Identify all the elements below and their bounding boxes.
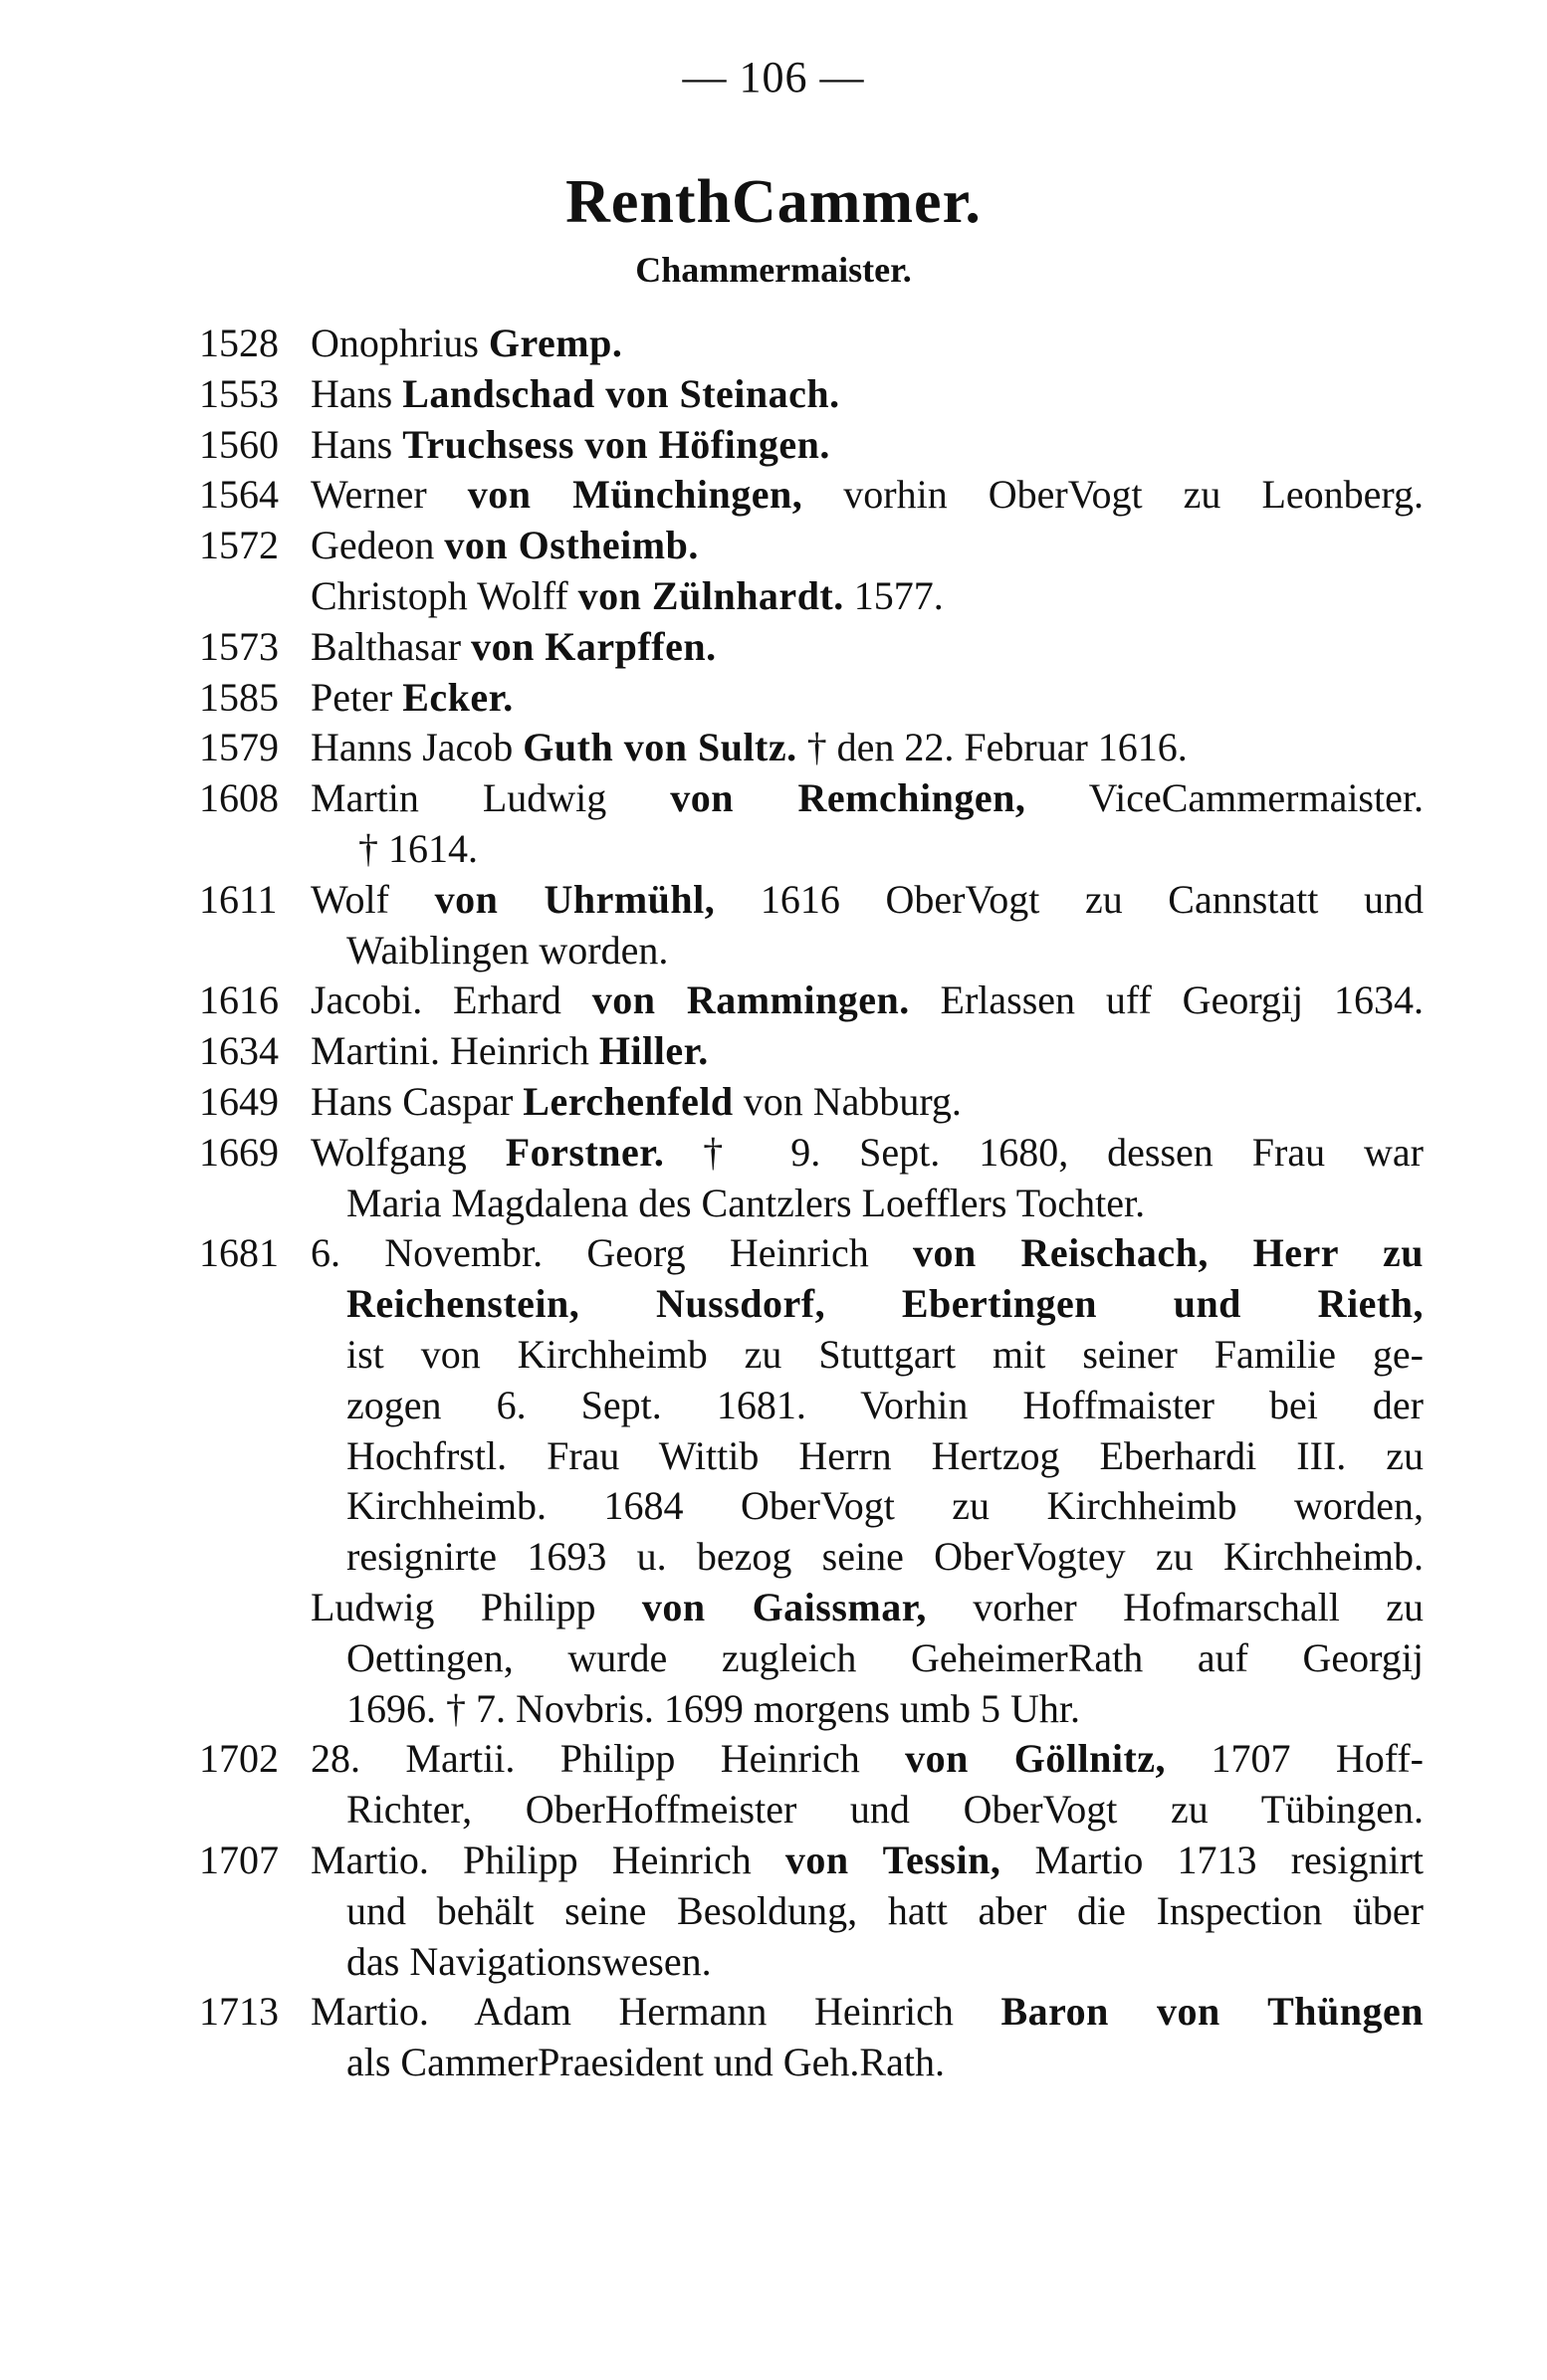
entry-year: 1681 <box>199 1230 279 1276</box>
entry-year: 1713 <box>199 1989 279 2035</box>
entry-line <box>199 1481 1424 1532</box>
entry-text <box>346 1886 1424 1937</box>
entry-text-part: Martio 1713 resignirt <box>1000 1837 1425 1882</box>
entry-text <box>311 1734 1424 1785</box>
entry-text <box>311 420 1424 471</box>
entry-line <box>199 1077 1424 1128</box>
entry-text <box>311 773 1424 824</box>
entry-line <box>199 319 1424 369</box>
name-emphasis: Landschad von Steinach. <box>402 370 840 416</box>
entry-text <box>346 1937 1424 1988</box>
entry-line <box>199 773 1424 824</box>
entry-text-part: Werner <box>311 472 468 518</box>
name-emphasis: Hiller. <box>598 1028 709 1074</box>
name-emphasis: von Uhrmühl, <box>434 876 716 922</box>
entry-text-part: Hanns Jacob <box>311 725 524 770</box>
name-emphasis: von Ostheimb. <box>444 523 699 568</box>
entry-text-part: Peter <box>311 674 403 720</box>
name-emphasis: Reichenstein, Nussdorf, Ebertingen und Rieth, <box>346 1281 1424 1327</box>
entry-text <box>346 1381 1424 1431</box>
name-emphasis: von Rammingen. <box>591 977 910 1023</box>
entry-year: 1707 <box>199 1837 279 1882</box>
entry-text-part: Jacobi. Erhard <box>311 977 592 1023</box>
entry-text-part: 28. Martii. Philipp Heinrich <box>311 1736 906 1782</box>
entry-line <box>199 1886 1424 1937</box>
entry-text-part: 1696. † 7. Novbris. 1699 morgens umb 5 Uhr. <box>346 1685 1081 1731</box>
name-emphasis: Forstner. <box>505 1129 665 1175</box>
entry-line <box>199 1381 1424 1431</box>
name-emphasis: von Gaissmar, <box>641 1584 927 1629</box>
entry-text-part: ist von Kirchheimb zu Stuttgart mit seiner Familie ge- <box>346 1331 1424 1377</box>
entry-text <box>311 319 1424 369</box>
entry-year: 1585 <box>199 674 279 720</box>
entry-line <box>199 470 1424 521</box>
name-emphasis: von Göllnitz, <box>905 1736 1167 1782</box>
section-title: RenthCammer. <box>565 168 982 236</box>
entry-year: 1572 <box>199 523 279 568</box>
entry-line <box>199 1785 1424 1836</box>
entry-text-part: Hans Caspar <box>311 1078 524 1124</box>
entry-text <box>346 2038 1424 2088</box>
entry-text-part: † 1614. <box>358 825 478 871</box>
entry-text-part: Martio. Adam Hermann Heinrich <box>311 1989 1001 2035</box>
entry-text <box>346 926 1424 976</box>
entry-line <box>199 369 1424 420</box>
entry-text <box>311 1583 1424 1633</box>
entry-text-part: 1577. <box>843 572 944 618</box>
entry-line <box>199 1583 1424 1633</box>
entry-line <box>199 1987 1424 2038</box>
entry-line <box>199 420 1424 471</box>
name-emphasis: Ecker. <box>402 674 514 720</box>
name-emphasis: Guth von Sultz. <box>523 725 797 770</box>
name-emphasis: von Remchingen, <box>670 775 1026 821</box>
entry-text <box>311 622 1424 673</box>
name-emphasis: von Reischach, Herr zu <box>913 1230 1425 1276</box>
entry-line <box>199 723 1424 773</box>
section-subtitle: Chammermaister. <box>635 250 912 290</box>
entry-text-part: und behält seine Besoldung, hatt aber die Inspection über <box>346 1887 1424 1933</box>
entry-text-part: Kirchheimb. 1684 OberVogt zu Kirchheimb worden, <box>346 1483 1424 1529</box>
entry-text-part: Hochfrstl. Frau Wittib Herrn Hertzog Eberhardi III. zu <box>346 1432 1424 1478</box>
entry-line <box>199 1228 1424 1279</box>
entry-text-part: † den 22. Februar 1616. <box>796 725 1188 770</box>
entry-line <box>199 1836 1424 1886</box>
entry-text-part: Hans <box>311 421 403 467</box>
entry-text-part: Erlassen uff Georgij 1634. <box>909 977 1424 1023</box>
entry-text-part: Balthasar <box>311 623 472 669</box>
entry-text-part: Martin Ludwig <box>311 775 671 821</box>
entry-text <box>311 1026 1424 1077</box>
entry-text-part: zogen 6. Sept. 1681. Vorhin Hoffmaister bei der <box>346 1382 1424 1427</box>
entry-line <box>199 1937 1424 1988</box>
entry-list <box>199 319 1424 2088</box>
entry-text <box>311 571 1424 622</box>
entry-text <box>311 1228 1424 1279</box>
entry-line <box>199 521 1424 571</box>
entry-text <box>346 1684 1424 1735</box>
entry-text <box>311 1077 1424 1128</box>
entry-text-part: das Navigationswesen. <box>346 1938 712 1984</box>
entry-text <box>346 1785 1424 1836</box>
name-emphasis: Gremp. <box>488 321 623 365</box>
entry-text-part: Christoph Wolff <box>311 572 578 618</box>
entry-text-part: Hans <box>311 370 403 416</box>
entry-year: 1702 <box>199 1736 279 1782</box>
entry-text-part: Onophrius <box>311 321 489 365</box>
entry-text-part: † 9. Sept. 1680, dessen Frau war <box>664 1129 1424 1175</box>
entry-line <box>199 1734 1424 1785</box>
entry-line <box>199 1633 1424 1684</box>
entry-line <box>199 875 1424 926</box>
entry-text <box>311 673 1424 724</box>
name-emphasis: von Münchingen, <box>467 472 803 518</box>
entry-year: 1528 <box>199 321 279 365</box>
entry-line <box>199 1330 1424 1381</box>
entry-text-part: vorhin OberVogt zu Leonberg. <box>802 472 1425 518</box>
entry-text <box>346 1532 1424 1583</box>
entry-year: 1553 <box>199 370 279 416</box>
entry-line <box>199 622 1424 673</box>
entry-text <box>358 824 1424 875</box>
entry-line <box>199 1179 1424 1229</box>
entry-text <box>311 875 1424 926</box>
entry-year: 1616 <box>199 977 279 1023</box>
name-emphasis: Truchsess von Höfingen. <box>402 421 830 467</box>
entry-text-part: als CammerPraesident und Geh.Rath. <box>346 2040 945 2085</box>
entry-text <box>346 1633 1424 1684</box>
entry-text-part: Martini. Heinrich <box>311 1028 599 1074</box>
entry-year: 1608 <box>199 775 279 821</box>
entry-text <box>346 1330 1424 1381</box>
entry-year: 1669 <box>199 1129 279 1175</box>
entry-text-part: Maria Magdalena des Cantzlers Loefflers Tochter. <box>346 1180 1146 1225</box>
entry-line <box>199 1532 1424 1583</box>
entry-text <box>311 470 1424 521</box>
entry-text <box>311 1128 1424 1179</box>
entry-text-part: 6. Novembr. Georg Heinrich <box>311 1230 914 1276</box>
entry-text-part: 1616 OberVogt zu Cannstatt und <box>715 876 1425 922</box>
entry-text-part: Wolfgang <box>311 1129 506 1175</box>
entry-year: 1564 <box>199 472 279 518</box>
entry-line <box>199 1279 1424 1330</box>
entry-text-part: Richter, OberHoffmeister und OberVogt zu Tübingen. <box>346 1787 1424 1833</box>
name-emphasis: von Tessin, <box>784 1837 1001 1882</box>
entry-line <box>199 975 1424 1026</box>
entry-line <box>199 1128 1424 1179</box>
entry-text-part: Ludwig Philipp <box>311 1584 642 1629</box>
entry-year: 1634 <box>199 1028 279 1074</box>
name-emphasis: von Karpffen. <box>471 623 717 669</box>
name-emphasis: Baron von Thüngen <box>1000 1989 1425 2035</box>
entry-line <box>199 673 1424 724</box>
entry-text <box>346 1279 1424 1330</box>
entry-text-part: 1707 Hoff- <box>1166 1736 1424 1782</box>
entry-text <box>346 1481 1424 1532</box>
entry-text <box>311 369 1424 420</box>
entry-line <box>199 926 1424 976</box>
entry-text <box>311 521 1424 571</box>
entry-line <box>199 824 1424 875</box>
name-emphasis: von Zülnhardt. <box>577 572 844 618</box>
entry-text-part: ViceCammermaister. <box>1025 775 1424 821</box>
entry-text-part: Oettingen, wurde zugleich GeheimerRath auf Georgij <box>346 1634 1424 1680</box>
name-emphasis: Lerchenfeld <box>523 1078 734 1124</box>
entry-line <box>199 1431 1424 1482</box>
entry-text-part: Waiblingen worden. <box>346 927 669 973</box>
entry-text-part: resignirte 1693 u. bezog seine OberVogtey zu Kirchheimb. <box>346 1534 1424 1580</box>
entry-text <box>311 1987 1424 2038</box>
entry-line <box>199 1026 1424 1077</box>
entry-text-part: Wolf <box>311 876 435 922</box>
entry-year: 1560 <box>199 421 279 467</box>
entry-text-part: Martio. Philipp Heinrich <box>311 1837 785 1882</box>
entry-year: 1579 <box>199 725 279 770</box>
entry-year: 1611 <box>199 876 278 922</box>
entry-line <box>199 571 1424 622</box>
entry-text-part: von Nabburg. <box>733 1078 962 1124</box>
page-number: — 106 — <box>682 53 865 102</box>
entry-text <box>311 1836 1424 1886</box>
entry-year: 1649 <box>199 1078 279 1124</box>
entry-line <box>199 2038 1424 2088</box>
entry-line <box>199 1684 1424 1735</box>
entry-text <box>346 1179 1424 1229</box>
entry-text <box>311 975 1424 1026</box>
entry-text-part: Gedeon <box>311 523 445 568</box>
entry-text <box>311 723 1424 773</box>
entry-text-part: vorher Hofmarschall zu <box>926 1584 1424 1629</box>
entry-year: 1573 <box>199 623 279 669</box>
entry-text <box>346 1431 1424 1482</box>
